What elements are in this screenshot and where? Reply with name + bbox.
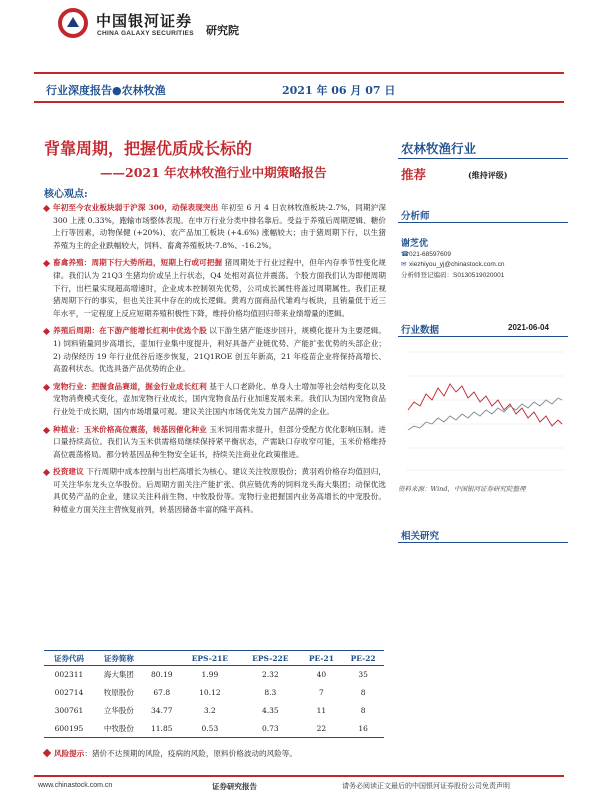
table-cell: 海大集团	[103, 670, 134, 680]
data-section-title: 行业数据	[401, 325, 440, 336]
col-header: 证券代码	[44, 651, 94, 666]
col-header: PE-22	[342, 651, 384, 666]
key-point-head: 种植业：玉米价格高位震荡，转基因催化种业	[53, 424, 207, 434]
table-cell: 11.85	[144, 720, 180, 738]
table-cell: 1.99	[201, 670, 219, 680]
key-point	[44, 325, 386, 375]
key-point	[44, 257, 386, 320]
risk-body: ：猪价不达预期的风险，疫病的风险，原料价格波动的风险等。	[84, 749, 297, 758]
col-header: EPS-21E	[180, 651, 240, 666]
footer-label: 证券研究报告	[212, 782, 257, 791]
table-cell: 0.73	[240, 720, 300, 738]
brand-name: 中国银河证券	[96, 12, 193, 30]
divider	[398, 542, 568, 543]
brand-name-en: CHINA GALAXY SECURITIES	[97, 30, 194, 37]
phone-icon: ☎	[401, 251, 410, 258]
table-row	[44, 720, 384, 738]
table-row	[44, 666, 384, 684]
key-point-head: 宠物行业：把握食品赛道，掘金行业成长红利	[53, 381, 207, 391]
footer-rule	[34, 775, 564, 777]
table-cell: 牧原股份	[103, 688, 134, 697]
price-chart	[398, 340, 570, 480]
table-cell: 80.19	[151, 670, 173, 680]
email-text: xiezhiyou_yj@chinastock.com.cn	[409, 261, 505, 268]
divider	[398, 222, 568, 223]
table-cell: 7	[319, 688, 324, 697]
key-point-body: 基于人口老龄化、单身人士增加等社会结构变化以及宠物消费模式变化，壶加宠物行业成长，国内宠物食品行业加速发展未来。我们认为国内宠物食品行业处于成长期，国内市场增量可观。建议关注国内市场优先发力国产品牌的企业。	[53, 381, 386, 416]
key-point-head: 投资建议	[53, 467, 84, 477]
risk-head: 风险提示	[54, 749, 85, 758]
table-cell: 0.53	[180, 720, 240, 738]
related-research-title: 相关研究	[401, 531, 440, 542]
key-point-body: 猪周期处于行业过程中，但年内存季节性变化规律。我们认为 21Q3 生猪均价或呈上行状态，Q4 处相对高位并震荡。个股方面我们认为即便周期下行，出栏量实现超高增速时，企业成本控制领先优势，公司成长属性将盖过周期属性。我们正视猪周期下行的事实，但也关注其中存在的成长逻辑。黄鸡方面商品代雏鸡与板块，且销量低于近三年水平，一定程度上反应短期养殖积极性下降，维持价格均值回归带来业绩增量的逻辑。	[53, 258, 386, 318]
core-label: 核心观点:	[44, 189, 88, 200]
table-cell: 34.77	[151, 706, 173, 715]
table-cell: 11	[316, 706, 327, 715]
report-date: 2021 年 06 月 07 日	[282, 84, 396, 97]
table-cell: 40	[316, 670, 327, 680]
table-cell: 8	[360, 688, 366, 697]
risk-warning	[44, 748, 386, 760]
key-point-body: 年初至 6 月 4 日农林牧渔板块-2.7%，同期沪深 300 上涨 0.33%，跑输市场整体表现。在申万行业分类中排名靠后。受益于养殖后周期逻辑、糖价上行等因素，动物保健 (+20%)、农产品加工板块 (+4.6%) 涨幅较大；由于猪周期下行，以生猪养殖为主的企业跌幅较大，饲料、畜禽养殖板块-7.8%、-16.2%。	[53, 203, 386, 250]
col-header: EPS-22E	[240, 651, 300, 666]
page-subtitle: ——2021 年农林牧渔行业中期策略报告	[100, 165, 327, 180]
table-cell: 16	[342, 720, 384, 738]
table-header-row	[44, 651, 384, 666]
table-cell: 67.8	[153, 688, 171, 697]
analyst-phone	[401, 250, 451, 258]
institute-label: 研究院	[206, 24, 239, 37]
chart-source: 资料来源：Wind，中国银河证券研究院整理	[398, 485, 526, 493]
phone-text: 021-68597609	[409, 251, 451, 258]
table-cell: 35	[358, 670, 368, 680]
table-cell: 22	[301, 720, 343, 738]
table-cell: 002714	[54, 688, 84, 697]
valuation-table	[44, 650, 384, 738]
key-point-body: 下行周期中成本控制与出栏高增长为核心。建议关注牧原股份；黄羽鸡价格存均值回归，可关注华东龙头立华股份。后周期方面关注产能扩张、供应链优秀的饲料龙头海大集团；动保优选具优势产品的企业，建议关注科前生物、中牧股份等。宠物行业把握国内业务高增长的中宠股份。种植业方面关注主营恢复前列，转基因储备丰富的隆平高科。	[53, 467, 387, 515]
rating: 推荐	[401, 167, 427, 182]
report-type: 行业深度报告●农林牧渔	[46, 84, 166, 97]
key-points	[44, 202, 386, 522]
rating-note: (维持评级)	[468, 170, 508, 180]
header-rule-bottom	[34, 101, 564, 103]
data-date: 2021-06-04	[508, 323, 549, 332]
divider	[398, 336, 568, 337]
key-point-head: 年初至今农业板块弱于沪深 300，动保表现突出	[53, 203, 219, 212]
col-header: 证券简称	[94, 651, 144, 666]
footer-disclaimer: 请务必阅读正文最后的中国银河证券股份公司免责声明	[342, 782, 510, 790]
analyst-cert: 分析师登记编码：S0130519020001	[401, 272, 505, 279]
chart-series-gray	[408, 398, 562, 430]
divider	[398, 158, 568, 159]
analyst-email	[401, 260, 504, 268]
table-cell: 立华股份	[103, 706, 134, 715]
table-cell: 2.32	[261, 670, 279, 680]
page-title: 背靠周期，把握优质成长标的	[44, 139, 253, 158]
col-header	[144, 651, 180, 666]
table-cell: 300761	[54, 706, 84, 715]
analyst-name: 谢芝优	[401, 239, 429, 249]
table-cell: 8	[360, 706, 366, 715]
key-point-body: 以下游生猪产能逐步回升，规模化提升为主要逻辑。1) 饲料销量同步高增长，壶加行业集中度提升，利好具备产业链优势、产能扩张优势的头部企业；2) 动保经历 19 年行业低谷后逐步恢复，21Q1ROE 创五年新高，21 年疫苗企业将保持高增长、高盈利状态。优选具备产品优势的企业。	[53, 326, 386, 374]
footer-url[interactable]: www.chinastock.com.cn	[38, 782, 113, 789]
mail-icon: ✉	[401, 261, 407, 268]
galaxy-logo-icon	[58, 8, 88, 38]
table-cell: 3.2	[203, 706, 216, 715]
table-cell: 4.35	[261, 706, 279, 715]
table-cell: 8.3	[264, 688, 277, 697]
key-point	[44, 202, 386, 252]
key-point-body: 玉米饲用需求提升，但部分受配方优化影响压制。进口量持续高位。我们认为玉米供需格局继续保持紧平衡状态，产需缺口存收窄可能，玉米价格维持高位震荡格局。都分转基因品种生物安全证书，持续关注商业化政策推进。	[53, 424, 386, 459]
key-point	[44, 424, 386, 462]
industry-name: 农林牧渔行业	[401, 141, 477, 156]
table-cell: 10.12	[199, 688, 221, 697]
table-cell: 600195	[44, 720, 94, 738]
table-cell: 中牧股份	[94, 720, 144, 738]
key-point-head: 养殖后周期：在下游产能增长红利中优选个股	[53, 326, 207, 336]
analyst-section-title: 分析师	[401, 211, 430, 222]
key-point	[44, 466, 386, 516]
col-header: PE-21	[301, 651, 343, 666]
key-point-head: 畜禽养殖：周期下行大势所趋，短期上行或可把握	[53, 258, 223, 268]
key-point	[44, 381, 386, 419]
bullet-diamond-icon	[43, 749, 51, 757]
header-rule-top	[34, 72, 564, 74]
table-row	[44, 684, 384, 702]
table-cell: 002311	[54, 670, 84, 680]
table-row	[44, 702, 384, 720]
